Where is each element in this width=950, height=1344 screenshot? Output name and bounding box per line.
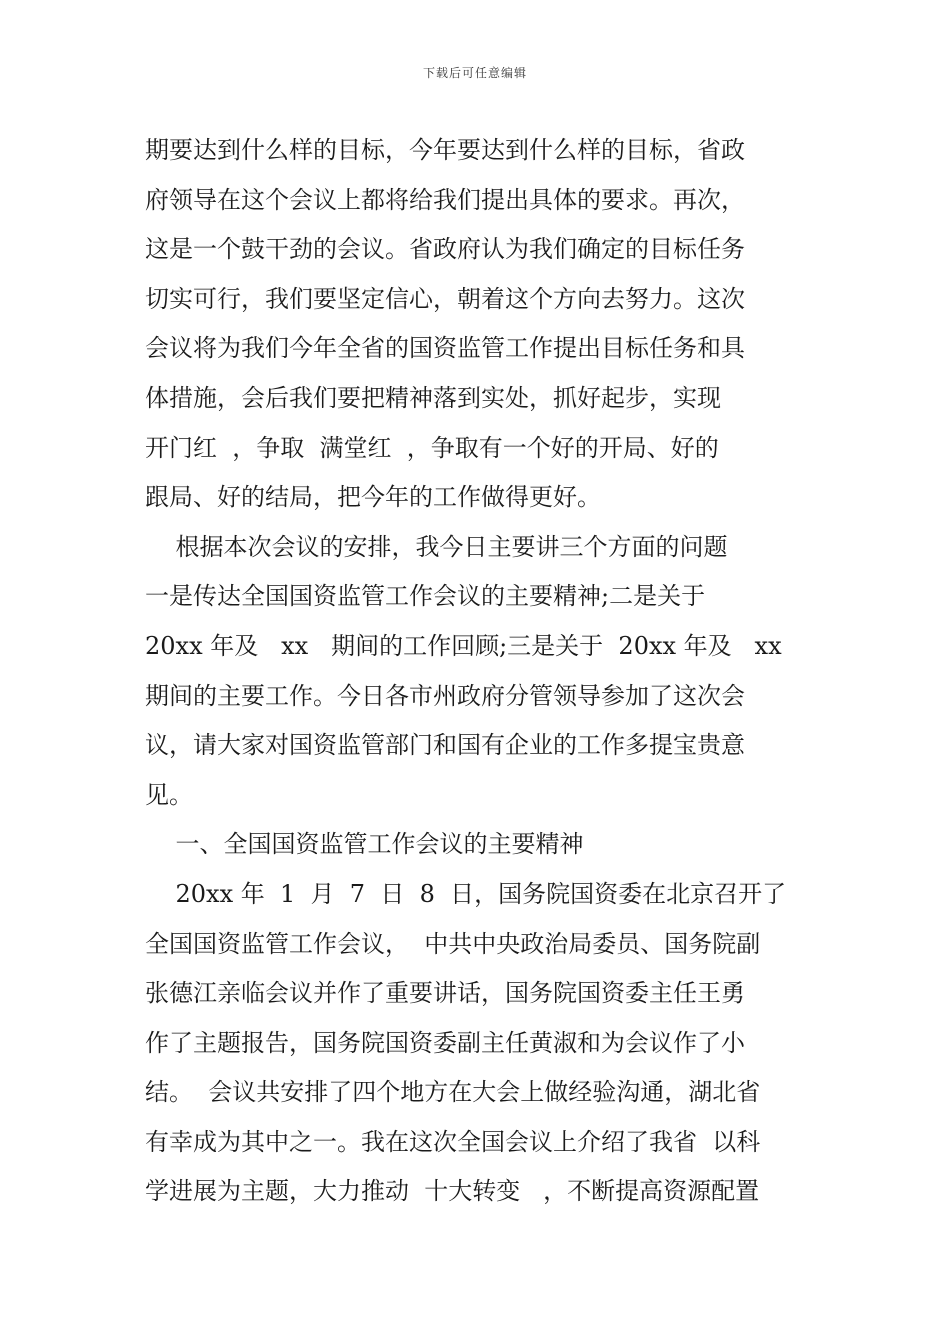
text-line: 全国国资监管工作会议， 中共中央政治局委员、国务院副	[145, 929, 761, 958]
text-line: 学进展为主题，大力推动 十大转变 ，不断提高资源配置	[145, 1177, 760, 1206]
text-line: 张德江亲临会议并作了重要讲话，国务院国资委主任王勇	[145, 979, 745, 1008]
text-line: 期要达到什么样的目标，今年要达到什么样的目标，省政	[145, 136, 745, 164]
paragraph-start-line: 根据本次会议的安排，我今日主要讲三个方面的问题	[145, 532, 728, 561]
text-line: 府领导在这个会议上都将给我们提出具体的要求。再次，	[145, 185, 745, 214]
text-line: 一是传达全国国资监管工作会议的主要精神;二是关于	[145, 582, 706, 611]
text-line: 体措施，会后我们要把精神落到实处，抓好起步，实现	[145, 383, 721, 412]
text-line: 期间的主要工作。今日各市州政府分管领导参加了这次会	[145, 681, 745, 710]
text-line: 见。	[145, 780, 193, 809]
body-text	[145, 126, 810, 1217]
section-heading: 一、全国国资监管工作会议的主要精神	[145, 830, 584, 859]
download-note: 下载后可任意编辑	[422, 66, 527, 80]
text-line: 结。 会议共安排了四个地方在大会上做经验沟通，湖北省	[145, 1078, 761, 1107]
text-line: 开门红 ，争取 满堂红 ，争取有一个好的开局、好的	[145, 433, 719, 462]
text-line: 切实可行，我们要坚定信心，朝着这个方向去努力。这次	[145, 284, 745, 313]
text-line: 作了主题报告，国务院国资委副主任黄淑和为会议作了小	[145, 1028, 745, 1057]
text-line: 会议将为我们今年全省的国资监管工作提出目标任务和具	[145, 334, 745, 363]
text-line: 20xx 年及 xx 期间的工作回顾;三是关于 20xx 年及 xx	[145, 631, 782, 660]
text-line: 这是一个鼓干劲的会议。省政府认为我们确定的目标任务	[145, 235, 745, 264]
text-line: 议，请大家对国资监管部门和国有企业的工作多提宝贵意	[145, 731, 745, 760]
paragraph-start-line: 20xx 年 1 月 7 日 8 日，国务院国资委在北京召开了	[145, 879, 787, 908]
text-line: 跟局、好的结局，把今年的工作做得更好。	[145, 483, 601, 512]
text-line: 有幸成为其中之一。我在这次全国会议上介绍了我省 以科	[145, 1127, 761, 1156]
